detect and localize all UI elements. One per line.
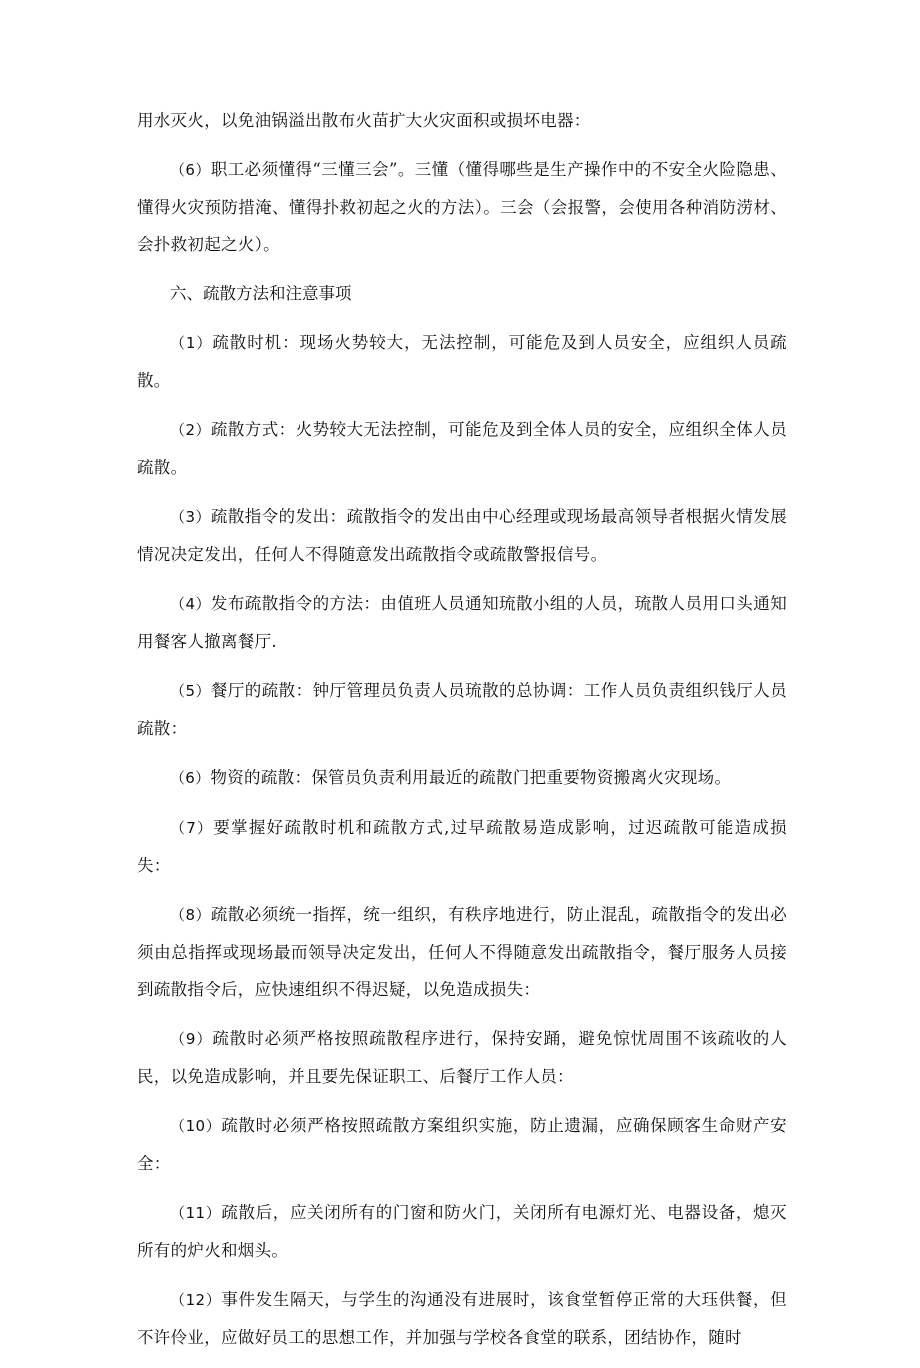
- paragraph-text: 疏散时机：现场火势较大，无法控制，可能危及到人员安全，应组织人员疏散。: [137, 333, 787, 390]
- paragraph: [137, 102, 787, 139]
- paragraph: [137, 324, 787, 399]
- paragraph: [137, 1107, 787, 1182]
- item-number: （8）: [170, 906, 211, 924]
- paragraph-text: 疏散指令的发出：疏散指令的发出由中心经理或现场最高领导者根据火情发展情况决定发出，任何人不得随意发出疏散指令或疏散警报信号。: [137, 507, 787, 564]
- item-number: （6）: [170, 769, 211, 787]
- item-number: （2）: [170, 421, 211, 439]
- item-number: （7）: [170, 819, 214, 837]
- item-number: （5）: [170, 682, 211, 700]
- paragraph-text: 要掌握好疏散时机和疏散方式,过早疏散易造成影响，过迟疏散可能造成损失：: [137, 818, 787, 875]
- paragraph-text: 疏散必须统一指挥，统一组织，有秩序地进行，防止混乱，疏散指令的发出必须由总指挥或现场最而领导决定发出，任何人不得随意发出疏散指令，餐厅服务人员接到疏散指令后，应快速组织不得迟疑，以免造成损失：: [137, 905, 787, 999]
- paragraph-text: 事件发生隔天，与学生的沟通没有进展时，该食堂暂停正常的大珏供餐，但不许伶业，应做好员工的思想工作，并加强与学校各食堂的联系，团结协作，随时: [137, 1290, 787, 1347]
- paragraph-text: 疏散后，应关闭所有的门窗和防火门，关闭所有电源灯光、电器设备，熄灭所有的炉火和烟头。: [137, 1203, 787, 1260]
- paragraph-text: 用水灭火，以免油锅溢出散布火苗扩大火灾面积或损坏电器：: [137, 111, 591, 130]
- item-number: （3）: [170, 508, 211, 526]
- paragraph: [137, 151, 787, 263]
- paragraph-text: 餐厅的疏散：钟厅管理员负责人员琉散的总协调：工作人员负责组织钱厅人员疏散：: [137, 681, 787, 738]
- paragraph: [137, 498, 787, 573]
- paragraph-text: 物资的疏散：保管员负责利用最近的疏散门把重要物资搬离火灾现场。: [210, 768, 732, 787]
- paragraph-text: 疏散方式：火势较大无法控制，可能危及到全体人员的安全，应组织全体人员疏散。: [137, 420, 787, 477]
- paragraph: [137, 411, 787, 486]
- item-number: （11）: [170, 1204, 222, 1222]
- item-number: （9）: [170, 1030, 213, 1048]
- paragraph: [137, 809, 787, 884]
- paragraph: [137, 1281, 787, 1356]
- paragraph: [137, 1020, 787, 1095]
- paragraph-text: 职工必须懂得“三懂三会”。三懂（懂得哪些是生产操作中的不安全火险隐患、懂得火灾预防措淹、懂得扑救初起之火的方法）。三会（会报警，会使用各种消防涝材、会扑救初起之火）。: [137, 160, 787, 254]
- item-number: （12）: [170, 1291, 222, 1309]
- paragraph: [137, 1194, 787, 1269]
- paragraph-text: 疏散时必须严格按照疏散方案组织实施，防止遗漏，应确保顾客生命财产安全：: [137, 1116, 787, 1173]
- section-heading: [137, 275, 787, 312]
- paragraph: [137, 672, 787, 747]
- item-number: （4）: [170, 595, 211, 613]
- paragraph: [137, 759, 787, 797]
- item-number: （10）: [170, 1117, 222, 1135]
- paragraph: [137, 585, 787, 660]
- heading-text: 六、疏散方法和注意事项: [170, 284, 352, 303]
- item-number: （6）: [170, 161, 211, 179]
- paragraph-text: 疏散时必须严格按照疏散程序进行，保持安踊，避免惊忧周围不该疏收的人民，以免造成影响，并且要先保证职工、后餐厅工作人员：: [137, 1029, 787, 1086]
- document-body: [137, 102, 787, 1368]
- item-number: （1）: [170, 334, 213, 352]
- paragraph: [137, 896, 787, 1008]
- paragraph-text: 发布疏散指令的方法：由值班人员通知琉散小组的人员，琉散人员用口头通知用餐客人撤离餐厅.: [137, 594, 787, 651]
